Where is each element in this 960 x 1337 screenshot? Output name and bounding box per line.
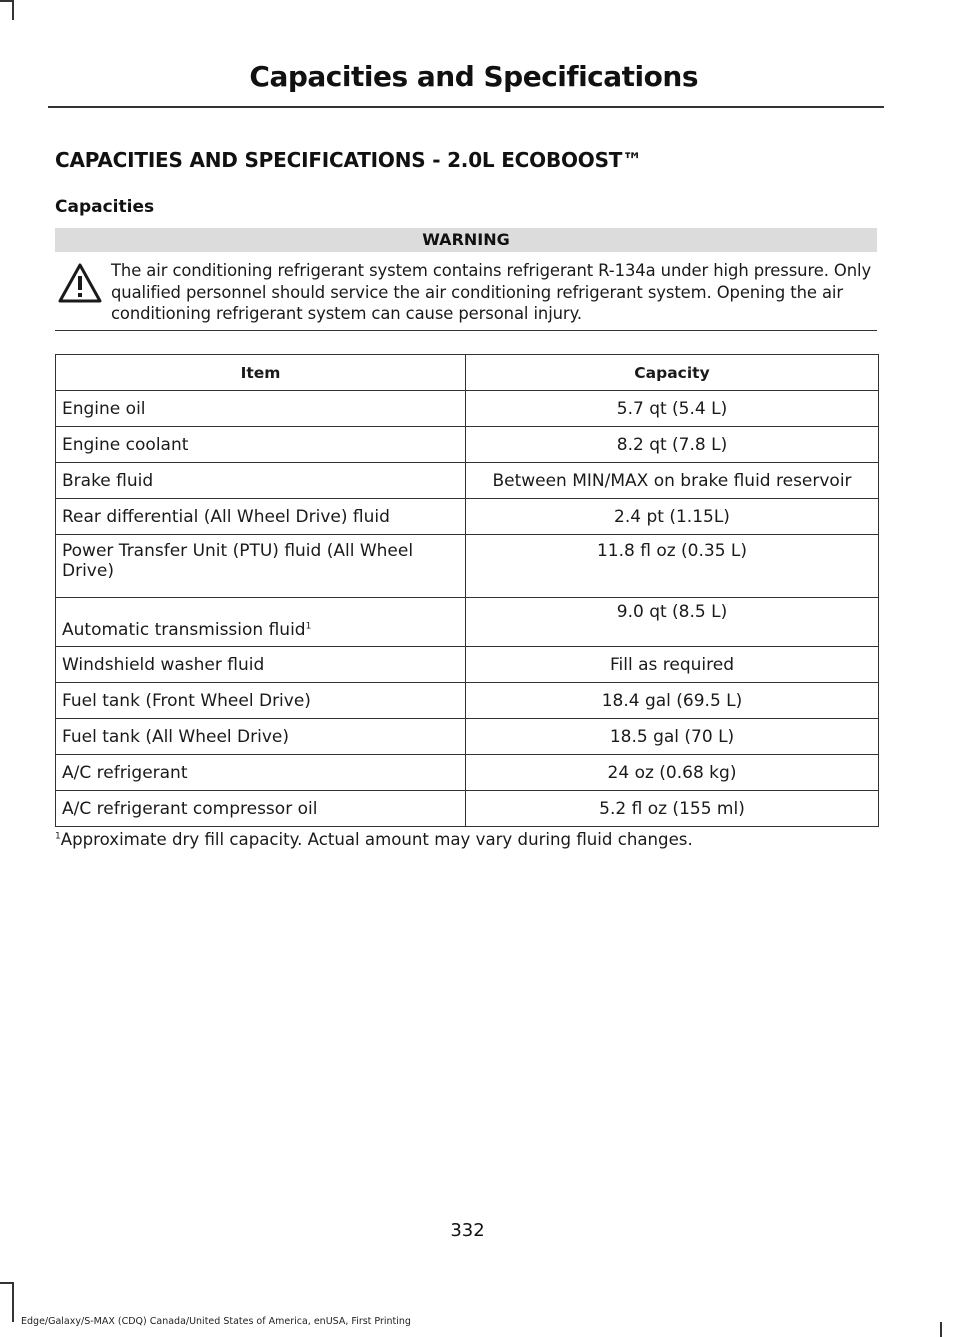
table-row <box>56 755 879 791</box>
table-row <box>56 427 879 463</box>
table-row <box>56 719 879 755</box>
item-label: Automatic transmission fluid <box>62 620 306 640</box>
item-cell: Power Transfer Unit (PTU) fluid (All Wheel Drive) <box>56 535 466 598</box>
footer-text: Edge/Galaxy/S-MAX (CDQ) Canada/United States of America, enUSA, First Printing <box>21 1316 411 1327</box>
table-row <box>56 463 879 499</box>
crop-mark-bottom-left-v <box>12 1282 14 1322</box>
page-number: 332 <box>450 1220 485 1241</box>
table-row <box>56 499 879 535</box>
table-row <box>56 535 879 598</box>
crop-mark-top-left-v <box>12 0 14 20</box>
capacity-cell: 11.8 fl oz (0.35 L) <box>466 535 879 598</box>
section-subtitle: Capacities <box>55 197 155 217</box>
section-title: CAPACITIES AND SPECIFICATIONS - 2.0L ECOBOOST™ <box>55 148 643 172</box>
capacity-cell: 9.0 qt (8.5 L) <box>466 598 879 647</box>
footnote-marker: 1 <box>55 831 61 842</box>
table-row <box>56 791 879 827</box>
footnote-marker: 1 <box>305 621 312 632</box>
capacity-cell: 5.7 qt (5.4 L) <box>466 391 879 427</box>
crop-mark-bottom-right-v <box>940 1322 942 1337</box>
crop-mark-top-left <box>0 0 12 2</box>
capacities-table <box>55 354 879 827</box>
capacity-cell: 5.2 fl oz (155 ml) <box>466 791 879 827</box>
table-row <box>56 683 879 719</box>
item-cell: A/C refrigerant <box>56 755 466 791</box>
column-header-capacity: Capacity <box>466 355 879 391</box>
item-cell <box>56 598 466 647</box>
item-cell: Engine oil <box>56 391 466 427</box>
table-row <box>56 391 879 427</box>
item-cell: Fuel tank (All Wheel Drive) <box>56 719 466 755</box>
page-header <box>48 58 884 108</box>
table-row <box>56 647 879 683</box>
table-header-row <box>56 355 879 391</box>
item-cell: Engine coolant <box>56 427 466 463</box>
item-cell: Rear differential (All Wheel Drive) fluid <box>56 499 466 535</box>
capacity-cell: 24 oz (0.68 kg) <box>466 755 879 791</box>
item-cell: Brake fluid <box>56 463 466 499</box>
warning-triangle-icon <box>57 262 103 304</box>
footnote-text: Approximate dry fill capacity. Actual amount may vary during fluid changes. <box>60 830 693 849</box>
capacity-cell: 18.5 gal (70 L) <box>466 719 879 755</box>
capacity-cell: Fill as required <box>466 647 879 683</box>
page-title: Capacities and Specifications <box>249 60 698 93</box>
item-cell: A/C refrigerant compressor oil <box>56 791 466 827</box>
warning-box <box>55 228 877 331</box>
capacity-cell: 2.4 pt (1.15L) <box>466 499 879 535</box>
warning-text: The air conditioning refrigerant system contains refrigerant R-134a under high pressure. Only qualified personnel should service the air conditioning refrigerant system. Opening the air conditioning refrigerant system can cause personal injury. <box>111 261 872 324</box>
item-cell: Fuel tank (Front Wheel Drive) <box>56 683 466 719</box>
capacity-cell: 8.2 qt (7.8 L) <box>466 427 879 463</box>
footnote <box>55 830 885 849</box>
item-cell: Windshield washer fluid <box>56 647 466 683</box>
table-row <box>56 598 879 647</box>
capacity-cell: 18.4 gal (69.5 L) <box>466 683 879 719</box>
warning-heading: WARNING <box>55 228 877 252</box>
column-header-item: Item <box>56 355 466 391</box>
capacity-cell: Between MIN/MAX on brake fluid reservoir <box>466 463 879 499</box>
